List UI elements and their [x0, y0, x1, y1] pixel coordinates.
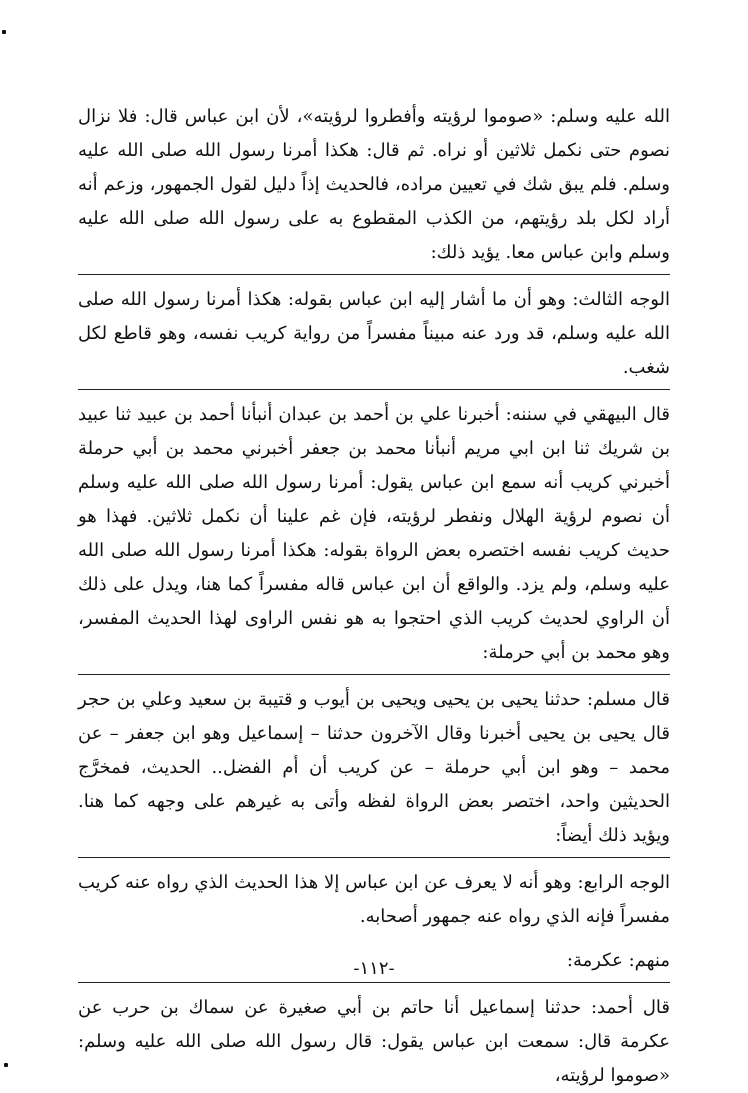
- separator-line-1: [78, 274, 670, 275]
- scan-mark-top-left: [2, 30, 6, 34]
- page-number: -١١٢-: [353, 958, 395, 979]
- scan-mark-bottom-left: [4, 1063, 8, 1067]
- paragraph-1: الله عليه وسلم: «صوموا لرؤيته وأفطروا لرؤيته»، لأن ابن عباس قال: فلا نزال نصوم حتى نكمل ثلاثين أو نراه. ثم قال: هكذا أمرنا رسول الله صلى الله عليه وسلم. فلم يبق شك في تعيين مراده، فالحديث إذاً دليل لقول الجمهور، وزعم أنه أراد لكل بلد رؤيتهم، من الكذب المقطوع به على رسول الله صلى الله عليه وسلم وابن عباس معا. يؤيد ذلك:: [78, 106, 670, 263]
- separator-line-4: [78, 857, 670, 858]
- paragraph-6: منهم: عكرمة:: [566, 950, 670, 971]
- paragraph-5: الوجه الرابع: وهو أنه لا يعرف عن ابن عباس إلا هذا الحديث الذي رواه عنه كريب مفسراً فإنه الذي رواه عنه جمهور أصحابه.: [78, 872, 670, 927]
- paragraph-2: الوجه الثالث: وهو أن ما أشار إليه ابن عباس بقوله: هكذا أمرنا رسول الله صلى الله عليه وسلم، قد ورد عنه مبيناً مفسراً من رواية كريب نفسه، وهو قاطع لكل شغب.: [78, 289, 671, 378]
- separator-line-5: [78, 982, 670, 983]
- paragraph-4: قال مسلم: حدثنا يحيى بن يحيى ويحيى بن أيوب و قتيبة بن سعيد وعلي بن حجر قال يحيى بن يحيى أخبرنا وقال الآخرون حدثنا – إسماعيل وهو ابن جعفر – عن محمد – وهو ابن أبي حرملة – عن كريب أن أم الفضل.. الحديث، فمخرَّج الحديثين واحد، اختصر بعض الرواة لفظه وأتى به غيرهم على وجهه كما هنا. ويؤيد ذلك أيضاً:: [78, 689, 670, 846]
- paragraph-7: قال أحمد: حدثنا إسماعيل أنا حاتم بن أبي صغيرة عن سماك بن حرب عن عكرمة قال: سمعت ابن عباس يقول: قال رسول الله صلى الله عليه وسلم: «صوموا لرؤيته،: [78, 997, 670, 1086]
- body-text: [78, 100, 670, 1093]
- separator-line-3: [78, 674, 670, 675]
- paragraph-3: قال البيهقي في سننه: أخبرنا علي بن أحمد بن عبدان أنبأنا أحمد بن عبيد ثنا عبيد بن شريك ثنا ابن ابي مريم أنبأنا محمد بن جعفر أخبرني محمد بن أبي حرملة أخبرني كريب أنه سمع ابن عباس يقول: أمرنا رسول الله صلى الله عليه وسلم أن نصوم لرؤية الهلال ونفطر لرؤيته، فإن غم علينا أن نكمل ثلاثين. فهذا هو حديث كريب نفسه اختصره بعض الرواة بقوله: هكذا أمرنا رسول الله صلى الله عليه وسلم، ولم يزد. والواقع أن ابن عباس قاله مفسراً كما هنا، ويدل على ذلك أن الراوي لحديث كريب الذي احتجوا به هو نفس الراوى لهذا الحديث المفسر، وهو محمد بن أبي حرملة:: [78, 404, 670, 663]
- separator-line-2: [78, 389, 670, 390]
